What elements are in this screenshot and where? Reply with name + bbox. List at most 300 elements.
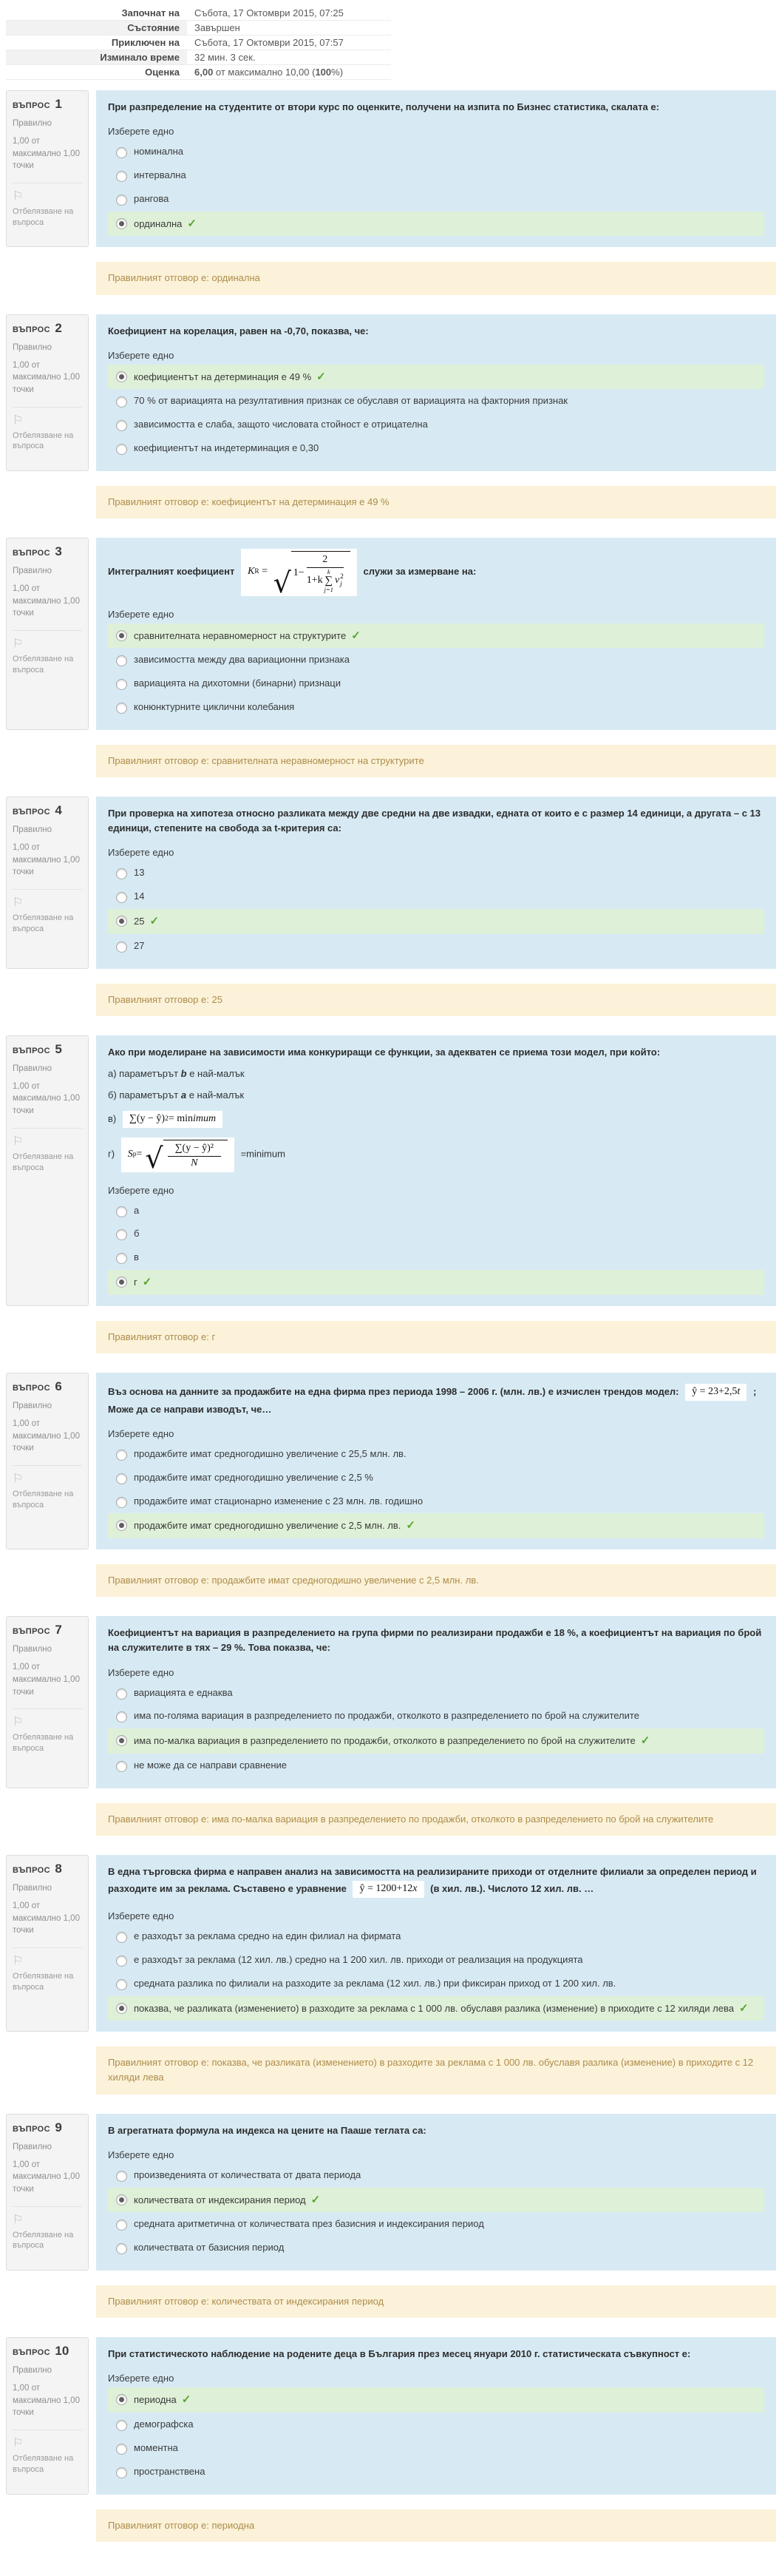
- question-column: [96, 1035, 776, 1306]
- answer-option[interactable]: [108, 1443, 764, 1466]
- answer-prompt: Изберете едно: [108, 1427, 174, 1439]
- correct-check-icon: ✓: [187, 217, 197, 230]
- question-state: Правилно: [13, 1064, 52, 1073]
- question-state: Правилно: [13, 119, 52, 128]
- question-info: [6, 538, 89, 730]
- radio-button[interactable]: [116, 942, 127, 953]
- answer-option[interactable]: [108, 649, 764, 672]
- radical-sign: √: [145, 1142, 163, 1175]
- right-answer-feedback: Правилният отговор е: има по-малка вариация в разпределението по продажби, отколкото в разпределението по брой на служителите: [96, 1803, 776, 1836]
- question-word: ВЪПРОС: [13, 2124, 53, 2134]
- radio-button[interactable]: [116, 630, 127, 641]
- option-label: 27: [134, 939, 145, 951]
- question-block: [6, 1035, 776, 1353]
- option-label: количествата от индексирания период ✓: [134, 2193, 321, 2206]
- answer-prompt: Изберете едно: [108, 349, 174, 361]
- summary-value: Събота, 17 Октомври 2015, 07:57: [194, 37, 344, 48]
- question-number-value: 9: [55, 2120, 62, 2134]
- radio-button[interactable]: [116, 1229, 127, 1240]
- radio-button[interactable]: [116, 195, 127, 206]
- sum-symbol: k ∑ j=1: [324, 567, 333, 594]
- right-answer-feedback: Правилният отговор е: коефициентът на детерминация е 49 %: [96, 486, 776, 518]
- correct-check-icon: ✓: [351, 629, 361, 642]
- option-label: 14: [134, 890, 145, 902]
- question-info: [6, 90, 89, 247]
- radio-button[interactable]: [116, 2194, 127, 2205]
- question-text: Въз основа на данните за продажбите на една фирма през периода 1998 – 2006 г. (млн. лв.) е изчислен трендов модел: ŷ = 23+2,5 t ; Може да се направи изводът, че…: [108, 1382, 764, 1417]
- radio-button[interactable]: [116, 2171, 127, 2182]
- question-info: [6, 314, 89, 471]
- flag-label[interactable]: Отбелязване на въпроса: [13, 430, 74, 451]
- question-info: [6, 1373, 89, 1549]
- answer-option[interactable]: [108, 862, 764, 885]
- radio-button[interactable]: [116, 1520, 127, 1531]
- flag-label[interactable]: Отбелязване на въпроса: [13, 207, 74, 227]
- question-number-value: 4: [55, 803, 62, 818]
- questions-container: [6, 90, 776, 2542]
- answer-options: [108, 2164, 764, 2259]
- answer-option[interactable]: [108, 164, 764, 187]
- question-word: ВЪПРОС: [13, 1627, 53, 1637]
- question-block: [6, 1616, 776, 1836]
- answer-option[interactable]: [108, 885, 764, 908]
- question-word: ВЪПРОС: [13, 2348, 53, 2358]
- question-number-value: 10: [55, 2344, 69, 2359]
- answer-prompt: Изберете едно: [108, 2373, 174, 2384]
- radio-button[interactable]: [116, 2220, 127, 2231]
- formula-integral-coefficient: K R = √ 1− 2 1+k k ∑ j=1 v 2 j: [241, 549, 357, 595]
- summary-table-body: [6, 6, 391, 80]
- option-label: продажбите имат средногодишно увеличение с 25,5 млн. лв.: [134, 1447, 407, 1459]
- question-word: ВЪПРОС: [13, 549, 53, 558]
- option-label: продажбите имат средногодишно увеличение с 2,5 %: [134, 1471, 373, 1483]
- summary-label: Изминало време: [6, 50, 187, 65]
- flag-icon[interactable]: ⚐: [13, 1135, 24, 1148]
- answer-option[interactable]: [108, 935, 764, 958]
- answer-prompt: Изберете едно: [108, 1666, 174, 1678]
- question-block: [6, 314, 776, 519]
- answer-option[interactable]: [108, 365, 764, 390]
- answer-option[interactable]: [108, 1682, 764, 1705]
- question-text: При проверка на хипотеза относно разликата между две средни на две извадки, едната от които е с размер 14 единици, а другата – с 13 единици, степените на свобода за t-критерия са:: [108, 808, 761, 834]
- flag-question-link[interactable]: [13, 889, 82, 935]
- question-info: [6, 1035, 89, 1306]
- flag-icon[interactable]: ⚐: [13, 638, 24, 651]
- flag-question-link[interactable]: [13, 183, 82, 229]
- summary-label: Започнат на: [121, 7, 180, 18]
- question-number-value: 7: [55, 1623, 62, 1637]
- question-info: [6, 797, 89, 969]
- radio-button[interactable]: [116, 2243, 127, 2254]
- option-label: вариацията е еднаква: [134, 1686, 233, 1698]
- option-label: вариацията на дихотомни (бинарни) признаци: [134, 677, 341, 689]
- flag-question-link[interactable]: [13, 1128, 82, 1174]
- formula-trend-model: ŷ = 23+2,5 t: [685, 1384, 747, 1401]
- radio-button[interactable]: [116, 703, 127, 714]
- radio-button[interactable]: [116, 396, 127, 408]
- formula-regression-equation: ŷ = 1200+12 x: [353, 1881, 424, 1898]
- question-formulation: [96, 1855, 776, 2032]
- question-state: Правилно: [13, 1401, 52, 1410]
- question-number-value: 6: [55, 1379, 62, 1393]
- question-info: [6, 2337, 89, 2494]
- answer-option[interactable]: [108, 1705, 764, 1728]
- question-text: При статистическото наблюдение на родените деца в България през месец януари 2010 г. статистическата съвкупност е:: [108, 2348, 691, 2360]
- answer-options: [108, 1200, 764, 1295]
- option-label: зависимостта между два вариационни признака: [134, 654, 350, 666]
- option-label: не може да се направи сравнение: [134, 1759, 287, 1771]
- question-column: [96, 1616, 776, 1788]
- answer-option[interactable]: [108, 2437, 764, 2460]
- option-label: в: [134, 1251, 139, 1263]
- radio-button[interactable]: [116, 371, 127, 382]
- question-number: [13, 803, 82, 818]
- option-label: номинална: [134, 146, 184, 158]
- answer-options: [108, 2387, 764, 2483]
- right-answer-feedback: Правилният отговор е: 25: [96, 984, 776, 1016]
- question-points: 1,00 от максимално 1,00 точки: [13, 1901, 80, 1936]
- answer-option[interactable]: [108, 1223, 764, 1245]
- answer-prompt: Изберете едно: [108, 847, 174, 859]
- summary-label: Състояние: [6, 21, 187, 36]
- radio-button[interactable]: [116, 218, 127, 229]
- flag-icon[interactable]: ⚐: [13, 2437, 24, 2450]
- question-text: Интегралният коефициент K R = √ 1− 2 1+k k ∑ j=1 v 2 j служи за измерване на:: [108, 547, 764, 597]
- flag-icon[interactable]: ⚐: [13, 413, 24, 427]
- radio-button[interactable]: [116, 2003, 127, 2014]
- option-label: средната разлика по филиали на разходите за реклама (12 хил. лв.) при фиксиран приход от 1 200 хил. лв.: [134, 1977, 616, 1989]
- question-word: ВЪПРОС: [13, 1866, 53, 1876]
- radio-button[interactable]: [116, 1450, 127, 1461]
- question-formulation: [96, 538, 776, 730]
- question-word: ВЪПРОС: [13, 101, 53, 110]
- option-label: коефициентът на индетерминация е 0,30: [134, 442, 319, 454]
- answer-option[interactable]: [108, 2188, 764, 2213]
- answer-options: [108, 365, 764, 460]
- question-info: [6, 1616, 89, 1788]
- formula-sum-squared-errors: ∑(y − ŷ) 2 = min imum: [123, 1111, 222, 1128]
- question-state: Правилно: [13, 825, 52, 835]
- question-formulation: [96, 1616, 776, 1788]
- answer-option[interactable]: [108, 2164, 764, 2187]
- option-label: моментна: [134, 2441, 178, 2453]
- question-number: [13, 1862, 82, 1876]
- question-points: 1,00 от максимално 1,00 точки: [13, 2160, 80, 2194]
- summary-value: Завършен: [194, 22, 240, 33]
- answer-options: [108, 1925, 764, 2021]
- question-text: Коефициент на корелация, равен на -0,70, показва, че:: [108, 325, 369, 337]
- flag-label[interactable]: Отбелязване на въпроса: [13, 1489, 74, 1510]
- flag-question-link[interactable]: [13, 2206, 82, 2252]
- question-state: Правилно: [13, 2142, 52, 2151]
- answer-prompt: Изберете едно: [108, 1910, 174, 1921]
- answer-option[interactable]: [108, 2387, 764, 2413]
- flag-label[interactable]: Отбелязване на въпроса: [13, 655, 74, 675]
- question-block: [6, 2114, 776, 2319]
- answer-option[interactable]: [108, 212, 764, 237]
- answer-option[interactable]: [108, 1925, 764, 1948]
- answer-option[interactable]: [108, 2237, 764, 2259]
- option-label: 13: [134, 867, 145, 879]
- radio-button[interactable]: [116, 679, 127, 690]
- question-number-value: 3: [55, 544, 62, 559]
- radio-button[interactable]: [116, 1955, 127, 1967]
- question-points: 1,00 от максимално 1,00 точки: [13, 1419, 80, 1453]
- right-answer-feedback: Правилният отговор е: сравнителната неравномерност на структурите: [96, 745, 776, 777]
- answer-option[interactable]: [108, 623, 764, 649]
- radio-button[interactable]: [116, 171, 127, 182]
- radio-button[interactable]: [116, 1206, 127, 1217]
- answer-option[interactable]: [108, 696, 764, 719]
- question-state: Правилно: [13, 567, 52, 576]
- question-state: Правилно: [13, 342, 52, 352]
- summary-row: [6, 21, 391, 36]
- radio-button[interactable]: [116, 2467, 127, 2478]
- correct-check-icon: ✓: [316, 370, 326, 383]
- answer-option[interactable]: [108, 672, 764, 695]
- question-word: ВЪПРОС: [13, 325, 53, 334]
- question-number: [13, 544, 82, 559]
- question-block: [6, 1373, 776, 1597]
- radio-button[interactable]: [116, 1761, 127, 1772]
- flag-label[interactable]: Отбелязване на въпроса: [13, 2230, 74, 2251]
- flag-question-link[interactable]: [13, 407, 82, 453]
- question-number: [13, 1379, 82, 1394]
- summary-table: [6, 6, 391, 80]
- radical-sign: √: [273, 566, 291, 599]
- summary-row: [6, 6, 391, 21]
- answer-option[interactable]: [108, 1200, 764, 1223]
- question-column: [96, 797, 776, 969]
- option-label: продажбите имат стационарно изменение с 23 млн. лв. годишно: [134, 1495, 424, 1507]
- flag-question-link[interactable]: [13, 630, 82, 676]
- radio-button[interactable]: [116, 916, 127, 927]
- question-column: [96, 1855, 776, 2032]
- radio-button[interactable]: [116, 2394, 127, 2405]
- answer-option[interactable]: [108, 390, 764, 413]
- radio-button[interactable]: [116, 868, 127, 879]
- option-label: конюнктурните циклични колебания: [134, 701, 295, 713]
- flag-question-link[interactable]: [13, 2430, 82, 2475]
- answer-option[interactable]: [108, 1728, 764, 1754]
- answer-option[interactable]: [108, 1467, 764, 1490]
- answer-option[interactable]: [108, 1754, 764, 1777]
- option-label: интервална: [134, 169, 186, 180]
- question-column: [96, 90, 776, 247]
- summary-label: Приключен на: [111, 37, 180, 48]
- question-block: [6, 797, 776, 1016]
- question-state: Правилно: [13, 2366, 52, 2376]
- question-formulation: [96, 1373, 776, 1549]
- question-state: Правилно: [13, 1884, 52, 1893]
- answer-options: [108, 141, 764, 236]
- answer-options: [108, 623, 764, 719]
- answer-option[interactable]: [108, 1513, 764, 1538]
- flag-icon[interactable]: ⚐: [13, 1472, 24, 1485]
- answer-prompt: Изберете едно: [108, 126, 174, 138]
- question-info: [6, 1855, 89, 2032]
- question-formulation: [96, 2337, 776, 2494]
- option-label: средната аритметична от количествата през базисния и индексирания период: [134, 2218, 484, 2230]
- option-label: е разходът за реклама (12 хил. лв.) средно на 1 200 хил. лв. приходи от реализация на продукцията: [134, 1953, 583, 1965]
- answer-option[interactable]: [108, 2413, 764, 2436]
- answer-option[interactable]: [108, 1972, 764, 1995]
- answer-option[interactable]: [108, 1949, 764, 1972]
- question-column: [96, 314, 776, 471]
- question-number-value: 8: [55, 1862, 62, 1876]
- right-answer-feedback: Правилният отговор е: ординална: [96, 262, 776, 294]
- answer-option[interactable]: [108, 2213, 764, 2236]
- question-points: 1,00 от максимално 1,00 точки: [13, 137, 80, 171]
- radio-button[interactable]: [116, 444, 127, 455]
- option-label: г ✓: [134, 1276, 152, 1289]
- answer-option[interactable]: [108, 2461, 764, 2484]
- question-points: 1,00 от максимално 1,00 точки: [13, 2384, 80, 2418]
- radio-button[interactable]: [116, 1473, 127, 1484]
- radio-button[interactable]: [116, 1497, 127, 1508]
- correct-check-icon: ✓: [142, 1276, 152, 1289]
- question-number: [13, 321, 82, 336]
- summary-row: [6, 50, 391, 65]
- radio-button[interactable]: [116, 1688, 127, 1700]
- summary-value: 6,00 от максимално 10,00 (100%): [194, 67, 344, 78]
- question-word: ВЪПРОС: [13, 1383, 53, 1393]
- radio-button[interactable]: [116, 1711, 127, 1723]
- right-answer-feedback: Правилният отговор е: г: [96, 1321, 776, 1353]
- question-points: 1,00 от максимално 1,00 точки: [13, 1663, 80, 1697]
- radio-button[interactable]: [116, 1735, 127, 1746]
- option-label: показва, че разликата (изменението) в разходите за реклама с 1 000 лв. обуславя разлика (изменение) в приходите с 12 хиляди лева ✓: [134, 2001, 749, 2015]
- flag-question-link[interactable]: [13, 1947, 82, 1993]
- answer-option[interactable]: [108, 1246, 764, 1269]
- answer-option[interactable]: [108, 188, 764, 211]
- question-points: 1,00 от максимално 1,00 точки: [13, 360, 80, 394]
- answer-prompt: Изберете едно: [108, 1184, 174, 1196]
- option-label: има по-голяма вариация в разпределението по продажби, отколкото в разпределението по брой на служителите: [134, 1710, 639, 1722]
- flag-icon[interactable]: ⚐: [13, 896, 24, 910]
- radio-button[interactable]: [116, 1932, 127, 1943]
- option-label: рангова: [134, 192, 169, 204]
- correct-check-icon: ✓: [181, 2393, 191, 2407]
- right-answer-feedback: Правилният отговор е: показва, че разликата (изменението) в разходите за реклама с 1 000 лв. обуславя разлика (изменение) в приходите с 12 хиляди лева: [96, 2046, 776, 2094]
- summary-value: 32 мин. 3 сек.: [194, 52, 256, 63]
- answer-options: [108, 1443, 764, 1538]
- option-label: сравнителната неравномерност на структурите ✓: [134, 629, 361, 642]
- radio-button[interactable]: [116, 1979, 127, 1990]
- question-block: [6, 90, 776, 295]
- flag-label[interactable]: Отбелязване на въпроса: [13, 1733, 74, 1754]
- question-text: При разпределение на студентите от втори курс по оценките, получени на изпита по Бизнес статистика, скалата е:: [108, 101, 659, 112]
- answer-option[interactable]: [108, 1490, 764, 1513]
- question-column: [96, 1373, 776, 1549]
- question-number: [13, 2344, 82, 2359]
- radio-button[interactable]: [116, 2420, 127, 2431]
- question-word: ВЪПРОС: [13, 808, 53, 817]
- flag-question-link[interactable]: [13, 1465, 82, 1511]
- flag-icon[interactable]: ⚐: [13, 2213, 24, 2226]
- flag-label[interactable]: Отбелязване на въпроса: [13, 1152, 74, 1172]
- radio-button[interactable]: [116, 420, 127, 431]
- option-label: количествата от базисния период: [134, 2242, 285, 2254]
- radio-button[interactable]: [116, 147, 127, 158]
- option-label: демографска: [134, 2418, 194, 2430]
- question-text: Ако при моделиране на зависимости има конкуриращи се функции, за адекватен се приема този модел, при който: а) параметърът b е най-малък б) параметърът a е най-малък в) ∑(y − ŷ) 2 = min imum г) S p = √ $\frac{\text{∑(y − ŷ)²}}{N}$ =minimum: [108, 1046, 661, 1175]
- question-column: [96, 2337, 776, 2494]
- question-block: [6, 1855, 776, 2095]
- radio-button[interactable]: [116, 2444, 127, 2455]
- answer-option[interactable]: [108, 437, 764, 460]
- correct-check-icon: ✓: [149, 915, 160, 927]
- question-column: [96, 538, 776, 730]
- radio-button[interactable]: [116, 892, 127, 903]
- option-label: е разходът за реклама средно на един филиал на фирмата: [134, 1930, 401, 1941]
- flag-icon[interactable]: ⚐: [13, 1955, 24, 1968]
- question-formulation: [96, 797, 776, 969]
- question-column: [96, 2114, 776, 2271]
- question-block: [6, 538, 776, 777]
- flag-icon[interactable]: ⚐: [13, 190, 24, 203]
- question-text: В една търговска фирма е направен анализ на зависимостта на реализираните приходи от отделните филиали за определен период и разходите им за реклама. Съставено е уравнение ŷ = 1200+12 x (в хил. лв.). Числото 12 хил. лв. …: [108, 1865, 764, 1899]
- question-number: [13, 1623, 82, 1637]
- answer-option[interactable]: [108, 413, 764, 436]
- flag-label[interactable]: Отбелязване на въпроса: [13, 1972, 74, 1992]
- correct-check-icon: ✓: [738, 2001, 749, 2015]
- right-answer-feedback: Правилният отговор е: продажбите имат средногодишно увеличение с 2,5 млн. лв.: [96, 1564, 776, 1597]
- answer-options: [108, 862, 764, 957]
- answer-option[interactable]: [108, 909, 764, 934]
- question-state: Правилно: [13, 1645, 52, 1654]
- option-label: б: [134, 1228, 140, 1240]
- flag-icon[interactable]: ⚐: [13, 1716, 24, 1729]
- question-text: Коефициентът на вариация в разпределението на група фирми по реализирани продажби е 18 %, а коефициентът на вариация по брой на служителите в тях – 29 %. Това показва, че:: [108, 1627, 762, 1654]
- correct-check-icon: ✓: [640, 1734, 650, 1748]
- question-formulation: [96, 2114, 776, 2271]
- answer-option[interactable]: [108, 1996, 764, 2021]
- question-number: [13, 2120, 82, 2135]
- option-label: пространствена: [134, 2465, 205, 2477]
- option-label: периодна ✓: [134, 2393, 191, 2407]
- question-formulation: [96, 1035, 776, 1306]
- right-answer-feedback: Правилният отговор е: периодна: [96, 2509, 776, 2542]
- right-answer-feedback: Правилният отговор е: количествата от индексирания период: [96, 2285, 776, 2318]
- correct-check-icon: ✓: [310, 2193, 321, 2206]
- question-word: ВЪПРОС: [13, 1046, 53, 1055]
- answer-prompt: Изберете едно: [108, 608, 174, 620]
- summary-label: Оценка: [145, 67, 180, 78]
- option-label: коефициентът на детерминация е 49 % ✓: [134, 370, 326, 383]
- option-label: продажбите имат средногодишно увеличение с 2,5 млн. лв. ✓: [134, 1519, 415, 1532]
- answer-options: [108, 1682, 764, 1777]
- radio-button[interactable]: [116, 655, 127, 666]
- flag-question-link[interactable]: [13, 1708, 82, 1754]
- question-points: 1,00 от максимално 1,00 точки: [13, 584, 80, 618]
- question-points: 1,00 от максимално 1,00 точки: [13, 843, 80, 877]
- option-label: 70 % от вариацията на резултативния признак се обуславя от вариацията на факторния признак: [134, 395, 568, 407]
- flag-label[interactable]: Отбелязване на въпроса: [13, 913, 74, 933]
- flag-label[interactable]: Отбелязване на въпроса: [13, 2454, 74, 2474]
- answer-option[interactable]: [108, 1270, 764, 1295]
- question-block: [6, 2337, 776, 2542]
- question-formulation: [96, 90, 776, 247]
- option-label: има по-малка вариация в разпределението по продажби, отколкото в разпределението по брой на служителите ✓: [134, 1734, 650, 1748]
- option-label: а: [134, 1204, 140, 1216]
- question-number: [13, 97, 82, 112]
- question-number-value: 5: [55, 1041, 62, 1056]
- radio-button[interactable]: [116, 1277, 127, 1288]
- summary-value: Събота, 17 Октомври 2015, 07:25: [194, 7, 344, 18]
- radio-button[interactable]: [116, 1253, 127, 1264]
- answer-option[interactable]: [108, 141, 764, 163]
